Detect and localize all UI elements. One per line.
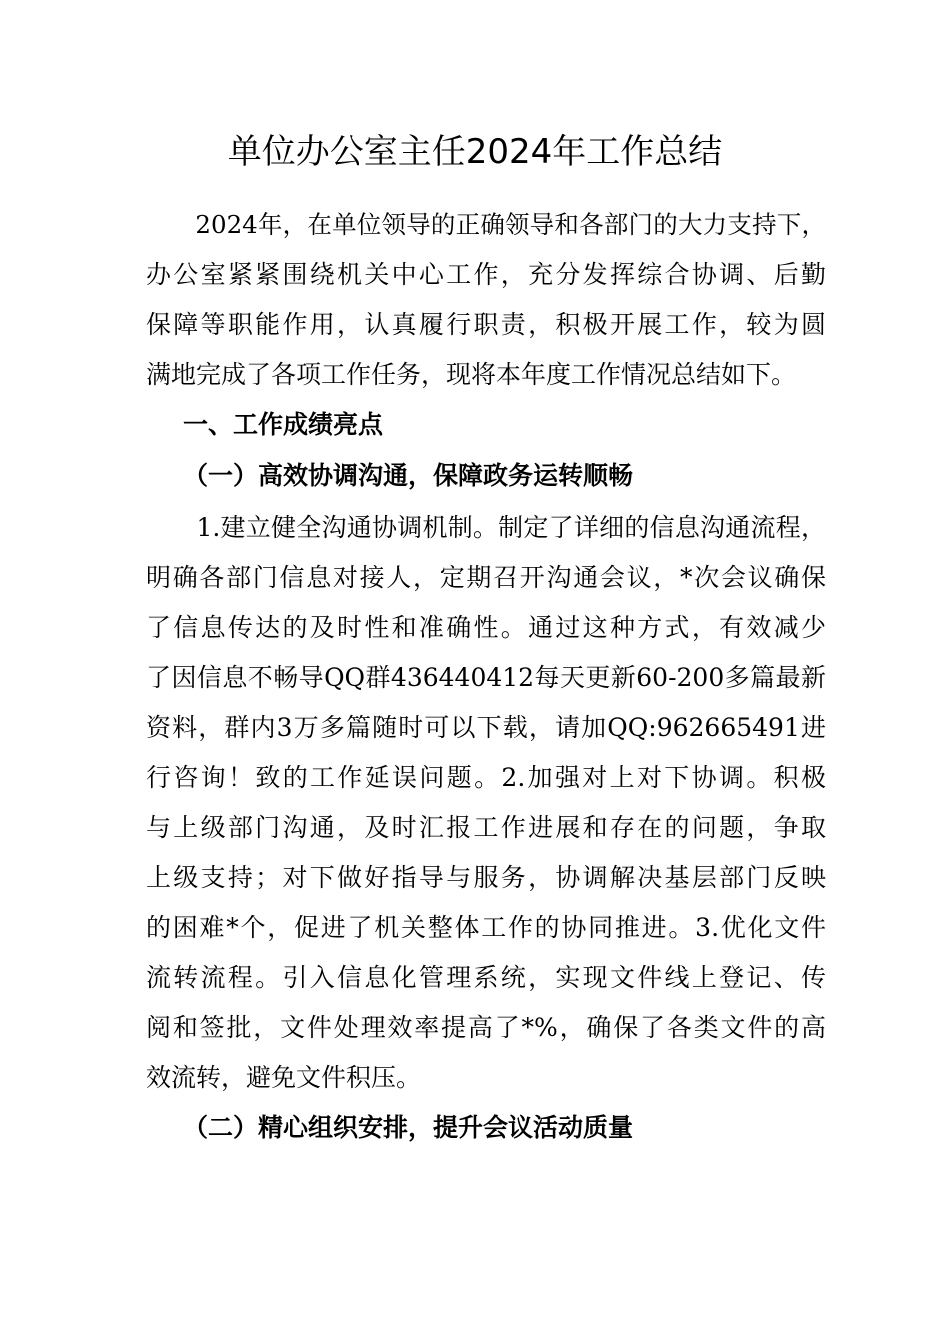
paragraph-line: 效流转，避免文件积压。 — [146, 1063, 422, 1092]
paragraph-line: 与上级部门沟通，及时汇报工作进展和存在的问题，争取 — [146, 813, 826, 842]
paragraph-line: 阅和签批，文件处理效率提高了*%，确保了各类文件的高 — [146, 1013, 826, 1042]
paragraph-line: 流转流程。引入信息化管理系统，实现文件线上登记、传 — [146, 963, 826, 992]
paragraph-line: 的困难*个，促进了机关整体工作的协同推进。3.优化文件 — [146, 913, 826, 942]
paragraph-line: 上级支持；对下做好指导与服务，协调解决基层部门反映 — [146, 863, 826, 892]
paragraph-line: 1.建立健全沟通协调机制。制定了详细的信息沟通流程， — [146, 513, 826, 542]
intro-line-1: 2024年，在单位领导的正确领导和各部门的大力支持下， — [146, 210, 826, 239]
paragraph-line: 了信息传达的及时性和准确性。通过这种方式，有效减少 — [146, 613, 826, 642]
intro-line-3: 保障等职能作用，认真履行职责，积极开展工作，较为圆 — [146, 310, 826, 339]
section-heading-1: 一、工作成绩亮点 — [183, 410, 384, 439]
paragraph-line: 行咨询！致的工作延误问题。2.加强对上对下协调。积极 — [146, 763, 826, 792]
subsection-heading-1: （一）高效协调沟通，保障政务运转顺畅 — [183, 461, 634, 490]
intro-line-2: 办公室紧紧围绕机关中心工作，充分发挥综合协调、后勤 — [146, 260, 826, 289]
intro-line-4: 满地完成了各项工作任务，现将本年度工作情况总结如下。 — [146, 360, 797, 389]
subsection-heading-2: （二）精心组织安排，提升会议活动质量 — [183, 1113, 634, 1142]
paragraph-line: 了因信息不畅导QQ群436440412每天更新60-200多篇最新 — [146, 663, 826, 692]
paragraph-line: 资料，群内3万多篇随时可以下载，请加QQ:962665491进 — [146, 713, 826, 742]
paragraph-line: 明确各部门信息对接人，定期召开沟通会议，*次会议确保 — [146, 563, 826, 592]
document-title: 单位办公室主任2024年工作总结 — [227, 132, 723, 172]
